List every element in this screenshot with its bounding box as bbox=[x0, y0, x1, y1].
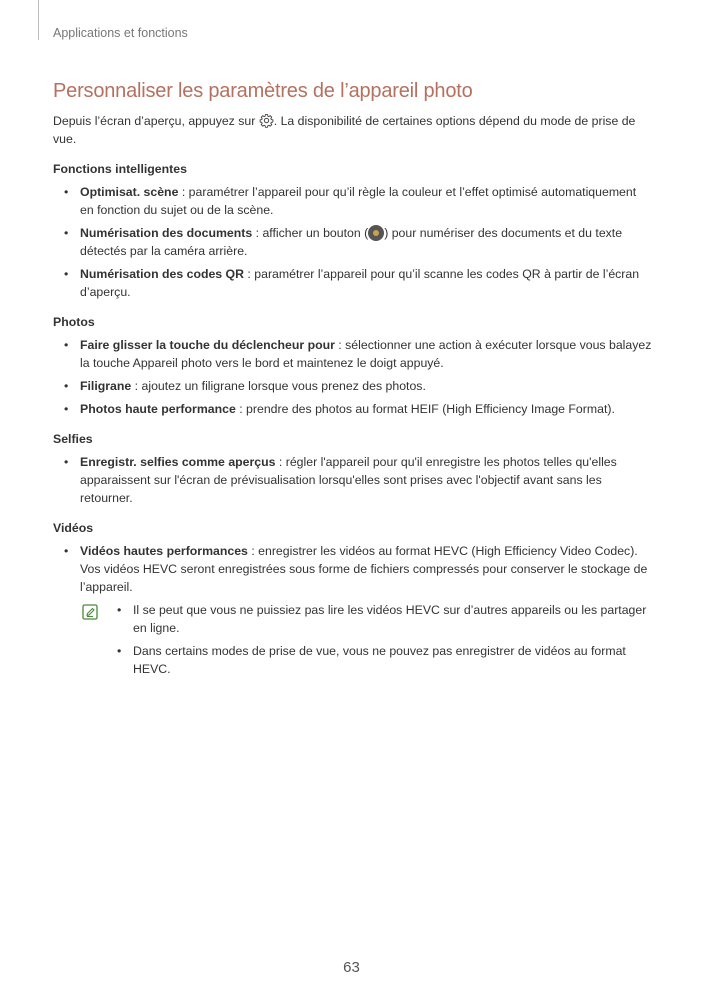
item-term: Filigrane bbox=[80, 379, 132, 393]
item-term: Photos haute performance bbox=[80, 402, 236, 416]
header-section: Applications et fonctions bbox=[53, 26, 188, 40]
main-content bbox=[53, 80, 653, 683]
item-desc: : régler l'appareil pour qu'il enregistre les photos telles qu'elles apparaissent sur l'écran de prévisualisation lorsqu'elles sont prises avec l'objectif avant sans les retourner. bbox=[80, 455, 617, 505]
note-icon bbox=[82, 604, 98, 620]
list-videos bbox=[53, 542, 653, 596]
list-item bbox=[80, 542, 653, 596]
page-number: 63 bbox=[343, 959, 360, 976]
item-term: Vidéos hautes performances bbox=[80, 544, 248, 558]
note-item: • Dans certains modes de prise de vue, vous ne pouvez pas enregistrer de vidéos au format HEVC. bbox=[133, 642, 653, 678]
list-item bbox=[80, 224, 653, 260]
item-term: Optimisat. scène bbox=[80, 185, 179, 199]
item-term: Enregistr. selfies comme aperçus bbox=[80, 455, 276, 469]
list-item bbox=[80, 336, 653, 372]
intro-before: Depuis l’écran d’aperçu, appuyez sur bbox=[53, 114, 259, 128]
note-list bbox=[133, 601, 653, 678]
list-item bbox=[80, 183, 653, 219]
section-title-selfies: Selfies bbox=[53, 432, 93, 446]
section-title-videos: Vidéos bbox=[53, 521, 94, 535]
item-desc: : ajoutez un filigrane lorsque vous prenez des photos. bbox=[131, 379, 426, 393]
item-desc: : paramétrer l’appareil pour qu’il règle la couleur et l’effet optimisé automatiquement en fonction du sujet ou de la scène. bbox=[80, 185, 637, 217]
list-item bbox=[80, 453, 653, 507]
intro-after: . La disponibilité de certaines options dépend du mode de prise de vue. bbox=[53, 114, 636, 146]
item-desc: : enregistrer les vidéos au format HEVC (High Efficiency Video Codec). Vos vidéos HEVC seront enregistrées sous forme de fichiers compressés pour conserver le stockage de l’appareil. bbox=[80, 544, 648, 594]
item-term: Numérisation des codes QR bbox=[80, 267, 245, 281]
list-item bbox=[80, 265, 653, 301]
item-desc-after: ) pour numériser des documents et du texte détectés par la caméra arrière. bbox=[80, 226, 623, 258]
item-term: Faire glisser la touche du déclencheur pour bbox=[80, 338, 335, 352]
note-item: • Il se peut que vous ne puissiez pas lire les vidéos HEVC sur d’autres appareils ou les partager en ligne. bbox=[133, 601, 653, 637]
page-title: Personnaliser les paramètres de l’appareil photo bbox=[53, 80, 473, 102]
list-selfies bbox=[53, 453, 653, 507]
item-desc: : sélectionner une action à exécuter lorsque vous balayez la touche Appareil photo vers le bord et maintenez le doigt appuyé. bbox=[80, 338, 652, 370]
item-term: Numérisation des documents bbox=[80, 226, 253, 240]
scan-button-icon bbox=[368, 225, 384, 241]
list-item bbox=[80, 377, 653, 395]
item-desc-before: : afficher un bouton ( bbox=[252, 226, 369, 240]
note-box bbox=[80, 601, 653, 678]
section-title-smart: Fonctions intelligentes bbox=[53, 162, 187, 176]
section-title-photos: Photos bbox=[53, 315, 95, 329]
list-item bbox=[80, 400, 653, 418]
header-divider bbox=[38, 0, 39, 40]
item-desc: : prendre des photos au format HEIF (High Efficiency Image Format). bbox=[235, 402, 615, 416]
list-smart bbox=[53, 183, 653, 301]
list-photos bbox=[53, 336, 653, 418]
gear-icon bbox=[259, 113, 274, 128]
item-desc: : paramétrer l’appareil pour qu’il scanne les codes QR à partir de l’écran d’aperçu. bbox=[80, 267, 640, 299]
intro-paragraph bbox=[53, 112, 653, 148]
